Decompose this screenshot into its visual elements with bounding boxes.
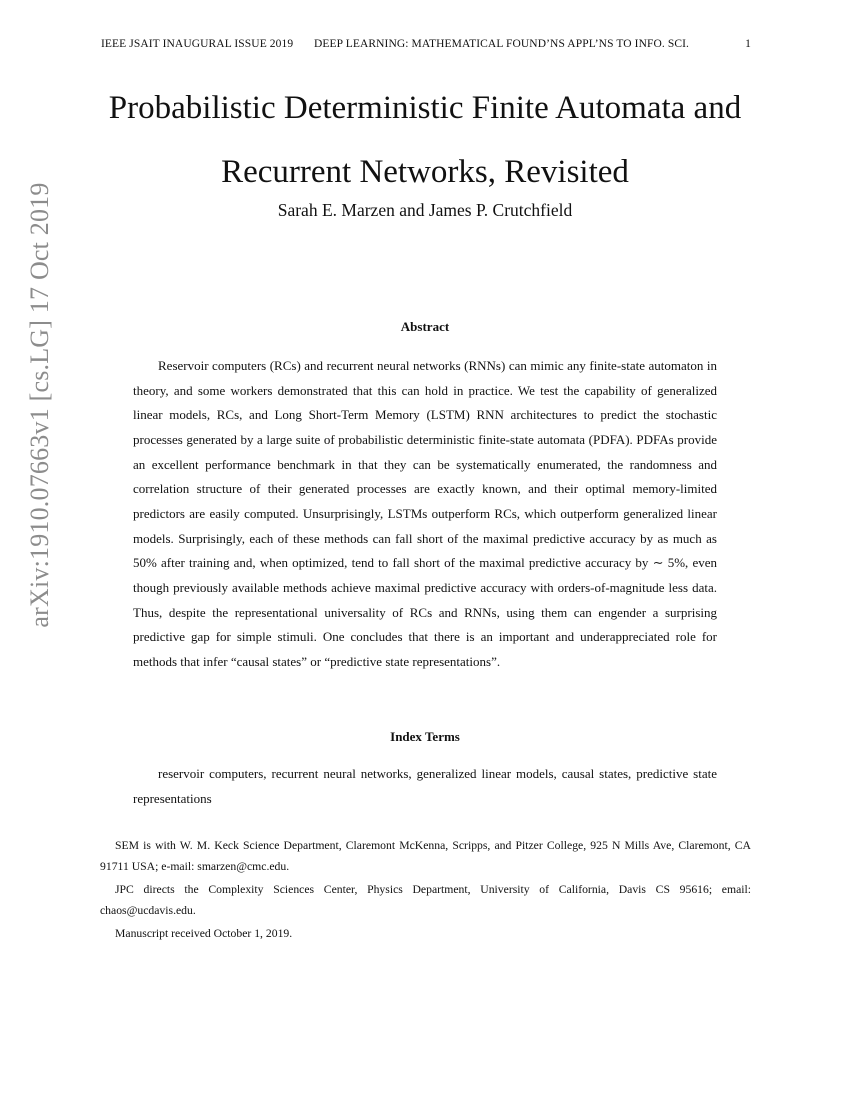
abstract-text: Reservoir computers (RCs) and recurrent neural networks (RNNs) can mimic any finite-state automaton in theory, and some workers demonstrated that this can hold in practice. We test the capability of generalized linear models, RCs, and Long Short-Term Memory (LSTM) RNN architectures to predict the stochastic processes generated by a large suite of probabilistic deterministic finite-state automata (PDFA). PDFAs provide an excellent performance benchmark in that they can be systematically enumerated, the randomness and correlation structure of their generated processes are exactly known, and their optimal memory-limited predictors are easily computed. Unsurprisingly, LSTMs outperform RCs, which outperform generalized linear models. Surprisingly, each of these methods can fall short of the maximal predictive accuracy by as much as 50% after training and, when optimized, tend to fall short of the maximal predictive accuracy by ∼ 5%, even though previously available methods achieve maximal predictive accuracy with orders-of-magnitude less data. Thus, despite the representational universality of RCs and RNNs, using them can engender a surprising predictive gap for simple stimuli. One concludes that there is an important and underappreciated role for methods that infer “causal states” or “predictive state representations”. (133, 358, 717, 669)
index-terms-text: reservoir computers, recurrent neural networks, generalized linear models, causal states, predictive state representations (133, 766, 717, 806)
paper-title (60, 76, 790, 204)
author-footnotes (100, 835, 751, 946)
header-venue: IEEE JSAIT INAUGURAL ISSUE 2019 (101, 38, 294, 50)
index-terms-heading: Index Terms (390, 729, 460, 744)
footnote-jpc: JPC directs the Complexity Sciences Center, Physics Department, University of California, Davis CS 95616; email: chaos@ucdavis.edu. (100, 883, 751, 917)
title-line-2: Recurrent Networks, Revisited (221, 154, 629, 190)
title-line-1: Probabilistic Deterministic Finite Automata and (108, 90, 742, 126)
footnote-sem: SEM is with W. M. Keck Science Department, Claremont McKenna, Scripps, and Pitzer College, 925 N Mills Ave, Claremont, CA 91711 USA; e-mail: smarzen@cmc.edu. (100, 839, 751, 873)
header-topic: DEEP LEARNING: MATHEMATICAL FOUND’NS APPL’NS TO INFO. SCI. (314, 38, 690, 50)
arxiv-stamp: arXiv:1910.07663v1 [cs.LG] 17 Oct 2019 (25, 182, 54, 628)
running-header (101, 38, 751, 56)
author-list: Sarah E. Marzen and James P. Crutchfield (277, 200, 573, 220)
footnote-received: Manuscript received October 1, 2019. (115, 927, 293, 940)
abstract-heading: Abstract (400, 319, 450, 334)
page-number: 1 (745, 38, 751, 50)
